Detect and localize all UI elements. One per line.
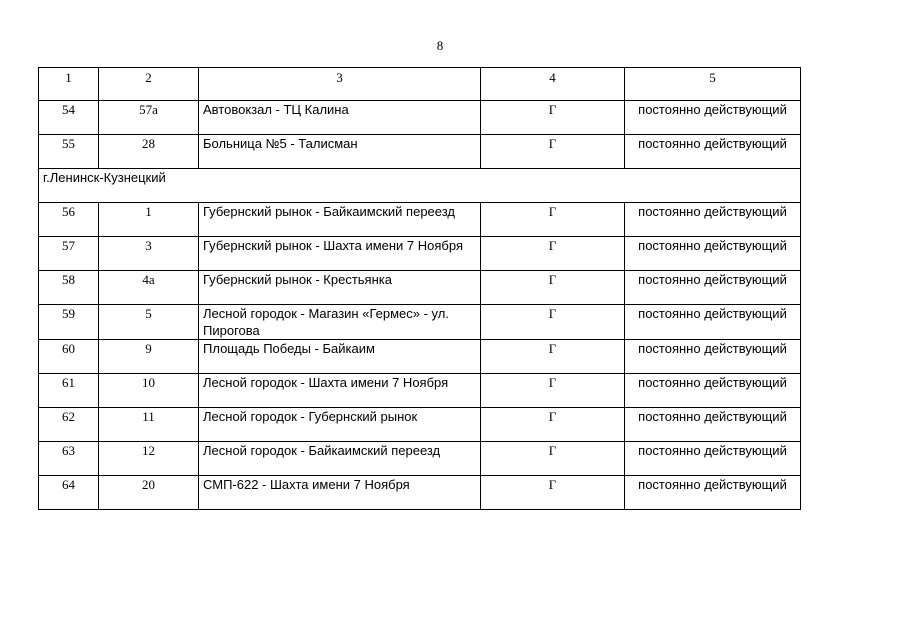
route-number-cell: 12 [99,442,199,476]
route-number-cell: 10 [99,374,199,408]
row-number-cell: 55 [39,135,99,169]
route-number-cell: 3 [99,237,199,271]
table-row [39,305,801,340]
header-cell: 5 [625,68,801,101]
table-row [39,340,801,374]
header-cell: 2 [99,68,199,101]
route-type-cell: Г [481,408,625,442]
operation-mode-cell: постоянно действующий [625,442,801,476]
table-row [39,476,801,510]
route-name-cell: Площадь Победы - Байкаим [199,340,481,374]
section-row [39,169,801,203]
route-name-cell: Лесной городок - Шахта имени 7 Ноября [199,374,481,408]
header-cell: 3 [199,68,481,101]
table-row [39,271,801,305]
table-row [39,135,801,169]
operation-mode-cell: постоянно действующий [625,340,801,374]
route-name-cell: Губернский рынок - Крестьянка [199,271,481,305]
route-type-cell: Г [481,305,625,340]
operation-mode-cell: постоянно действующий [625,271,801,305]
operation-mode-cell: постоянно действующий [625,101,801,135]
route-name-cell: Больница №5 - Талисман [199,135,481,169]
route-name-cell: Лесной городок - Магазин «Гермес» - ул. Пирогова [199,305,481,340]
route-number-cell: 9 [99,340,199,374]
route-type-cell: Г [481,237,625,271]
operation-mode-cell: постоянно действующий [625,408,801,442]
row-number-cell: 63 [39,442,99,476]
routes-table [38,67,801,510]
operation-mode-cell: постоянно действующий [625,237,801,271]
header-cell: 4 [481,68,625,101]
row-number-cell: 60 [39,340,99,374]
table-row [39,442,801,476]
section-title: г.Ленинск-Кузнецкий [39,169,801,203]
table-row [39,237,801,271]
route-type-cell: Г [481,442,625,476]
route-type-cell: Г [481,374,625,408]
route-number-cell: 11 [99,408,199,442]
page-number: 8 [436,38,444,53]
table-row [39,408,801,442]
route-number-cell: 57а [99,101,199,135]
table-row [39,101,801,135]
row-number-cell: 61 [39,374,99,408]
table-row [39,374,801,408]
table-row [39,203,801,237]
route-number-cell: 20 [99,476,199,510]
route-name-cell: СМП-622 - Шахта имени 7 Ноября [199,476,481,510]
row-number-cell: 64 [39,476,99,510]
route-number-cell: 5 [99,305,199,340]
row-number-cell: 56 [39,203,99,237]
operation-mode-cell: постоянно действующий [625,374,801,408]
route-name-cell: Губернский рынок - Байкаимский переезд [199,203,481,237]
route-type-cell: Г [481,101,625,135]
operation-mode-cell: постоянно действующий [625,203,801,237]
row-number-cell: 58 [39,271,99,305]
route-number-cell: 4а [99,271,199,305]
route-type-cell: Г [481,271,625,305]
route-type-cell: Г [481,203,625,237]
route-number-cell: 28 [99,135,199,169]
route-name-cell: Губернский рынок - Шахта имени 7 Ноября [199,237,481,271]
route-number-cell: 1 [99,203,199,237]
route-type-cell: Г [481,340,625,374]
table-header-row [39,68,801,101]
operation-mode-cell: постоянно действующий [625,305,801,340]
row-number-cell: 62 [39,408,99,442]
route-name-cell: Лесной городок - Байкаимский переезд [199,442,481,476]
route-type-cell: Г [481,476,625,510]
row-number-cell: 54 [39,101,99,135]
header-cell: 1 [39,68,99,101]
route-name-cell: Лесной городок - Губернский рынок [199,408,481,442]
route-type-cell: Г [481,135,625,169]
row-number-cell: 57 [39,237,99,271]
operation-mode-cell: постоянно действующий [625,476,801,510]
route-name-cell: Автовокзал - ТЦ Калина [199,101,481,135]
row-number-cell: 59 [39,305,99,340]
operation-mode-cell: постоянно действующий [625,135,801,169]
